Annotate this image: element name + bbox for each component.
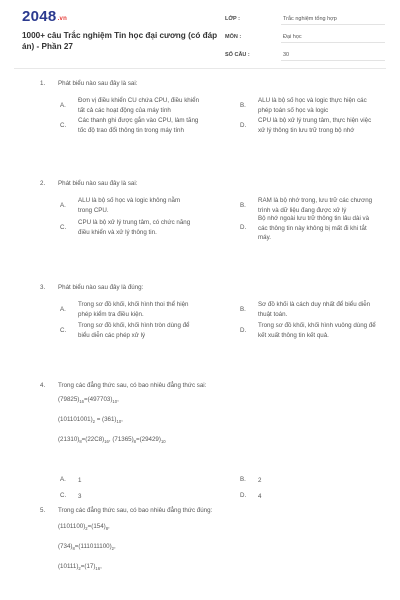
equation-term: (101101001) [58, 416, 93, 423]
equation [58, 416, 123, 424]
equation-base: 8 [105, 526, 109, 532]
option-key: B. [240, 201, 246, 209]
equation-base: 8 [79, 439, 82, 445]
site-logo[interactable]: $2048_{.vn}$ [22, 8, 68, 25]
equation-base: 8 [133, 439, 136, 445]
meta-subject-value: Đại học [283, 34, 302, 40]
answer-option-b[interactable] [240, 196, 400, 215]
header-divider [14, 68, 386, 69]
option-text [78, 218, 190, 237]
equation-term: (1101100) [58, 523, 86, 530]
equation [58, 396, 119, 404]
answer-option-b[interactable] [240, 96, 400, 115]
question-header [40, 503, 400, 519]
equation-separator: , [114, 543, 116, 550]
option-text [258, 492, 261, 502]
option-text-line: các thông tin này không bị mất đi khi tắt [258, 224, 367, 232]
option-key: C. [60, 121, 67, 129]
option-text-line: kết xuất thông tin kết quả. [258, 331, 329, 339]
question-header [40, 76, 400, 92]
meta-count-value: 30 [283, 52, 290, 58]
question-header [40, 378, 400, 394]
meta-class-row [225, 14, 385, 32]
option-key: A. [60, 201, 66, 209]
equation-base: 16 [95, 566, 101, 572]
option-key: C. [60, 326, 67, 334]
equation-term: =(29429) [135, 436, 161, 443]
page-title: 1000+ câu Trắc nghiệm Tin học đại cương (có đáp án) - Phần 27 [22, 31, 218, 51]
equation-base: 2 [78, 566, 81, 572]
option-key: A. [60, 305, 66, 313]
option-text [258, 116, 371, 135]
answer-option-d[interactable] [240, 116, 400, 135]
option-text-line: biểu diễn các phép xử lý [78, 331, 146, 339]
option-text-line: thuật toán. [258, 310, 288, 318]
quiz-meta [225, 14, 385, 68]
option-text [258, 321, 376, 340]
option-text [78, 196, 180, 215]
option-text-line: xử lý thông tin lưu trữ trong bộ nhớ [258, 126, 355, 134]
option-key: D. [240, 492, 247, 499]
equation-term: =(111011100) [74, 543, 112, 550]
option-text-line: trong CPU. [78, 206, 109, 214]
option-text-line: 4 [258, 493, 262, 500]
option-key: A. [60, 476, 66, 483]
equation [58, 563, 102, 571]
question-header [40, 176, 400, 192]
answer-option-d[interactable] [240, 492, 400, 502]
option-key: C. [60, 223, 67, 231]
equation-separator: , [117, 396, 119, 403]
option-text [258, 214, 369, 243]
question-4 [40, 378, 400, 500]
option-key: B. [240, 305, 246, 313]
equation [58, 523, 110, 531]
equation-base: 2 [85, 526, 88, 532]
option-text [78, 476, 81, 486]
question-1 [40, 76, 400, 134]
meta-line [281, 24, 385, 25]
option-text [258, 300, 370, 319]
equation-term: , (71365) [108, 436, 134, 443]
question-3 [40, 280, 400, 339]
question-number: 3. [40, 284, 46, 291]
question-number: 4. [40, 382, 46, 389]
answer-option-b[interactable] [240, 476, 400, 486]
equation-base: 16 [79, 399, 84, 405]
option-text-line: phép kiểm tra điều kiện. [78, 310, 144, 318]
question-header [40, 280, 400, 296]
equation-base: 2 [92, 419, 95, 425]
option-key: B. [240, 101, 246, 109]
question-number: 5. [40, 507, 46, 514]
equation-base: 10 [116, 419, 122, 425]
answer-option-a[interactable] [60, 476, 220, 486]
option-text-line: máy. [258, 234, 271, 241]
equation-term: (21310) [58, 436, 80, 443]
equation [58, 543, 116, 551]
equation-term: (79825) [58, 396, 80, 403]
option-text-line: Trong sơ đồ khối, khối hình vuông dùng để [258, 322, 376, 329]
option-text [78, 492, 81, 502]
option-text-line: CPU là bộ xử lý trung tâm, có chức năng [78, 219, 191, 226]
equation-term: (734) [58, 543, 73, 550]
answer-option-c[interactable] [60, 116, 220, 135]
meta-line [281, 60, 385, 61]
option-key: D. [240, 326, 247, 334]
option-text [78, 116, 198, 135]
equation-term: =(22C8) [81, 436, 105, 443]
option-text-line: ALU là bộ số học và logic thực hiện các [258, 97, 367, 104]
equation-base: 10 [112, 399, 118, 405]
question-text: Phát biểu nào sau đây là sai: [58, 180, 138, 187]
option-text-line: 3 [78, 493, 82, 500]
answer-option-d[interactable] [240, 321, 400, 340]
question-text: Phát biểu nào sau đây là đúng: [58, 284, 144, 291]
option-text-line: ALU là bộ số học và logic không nằm [78, 197, 181, 204]
option-text [258, 196, 372, 215]
meta-count-row [225, 50, 385, 68]
equation-term: (10111) [58, 563, 79, 570]
meta-subject-row [225, 32, 385, 50]
page-header [0, 0, 400, 72]
option-key: A. [60, 101, 66, 109]
equation-separator: , [108, 523, 110, 530]
option-text-line: điều khiển và xử lý thông tin. [78, 228, 157, 236]
question-text: Phát biểu nào sau đây là sai: [58, 80, 138, 87]
question-2 [40, 176, 400, 241]
meta-line [281, 42, 385, 43]
equation-term: =(497703) [84, 396, 113, 403]
option-text-line: Trong sơ đồ khối, khối hình tròn dùng để [78, 322, 190, 329]
equation-base: 2 [111, 546, 115, 552]
option-key: B. [240, 476, 246, 483]
question-number: 1. [40, 80, 46, 87]
option-text-line: 1 [78, 477, 82, 484]
option-text [78, 321, 190, 340]
answer-option-c[interactable] [60, 321, 220, 340]
option-text-line: Trong sơ đồ khối, khối hình thoi thể hiện [78, 301, 189, 308]
option-text [258, 96, 367, 115]
option-key: D. [240, 121, 247, 129]
question-number: 2. [40, 180, 46, 187]
equation-term: =(17) [80, 563, 96, 570]
equation-separator: , [121, 416, 123, 423]
answer-option-c[interactable] [60, 492, 220, 502]
answer-option-a[interactable] [60, 196, 220, 215]
option-text-line: 2 [258, 477, 262, 484]
meta-class-label: LỚP : [225, 16, 240, 22]
option-text-line: CPU là bộ xử lý trung tâm, thực hiện việc [258, 117, 372, 124]
option-text-line: Bộ nhớ ngoài lưu trữ thông tin lâu dài và [258, 215, 370, 222]
option-text-line: trình và dữ liệu đang được xử lý [258, 206, 347, 214]
option-text-line: tốc độ trao đổi thông tin trong máy tính [78, 126, 184, 134]
option-text [258, 476, 261, 486]
answer-option-d[interactable] [240, 214, 400, 243]
option-text-line: Các thanh ghi được gắn vào CPU, làm tăng [78, 117, 199, 124]
question-text: Trong các đẳng thức sau, có bao nhiêu đẳng thức sai: [58, 382, 207, 389]
equation [58, 436, 166, 444]
meta-count-label: SỐ CÂU : [225, 52, 250, 58]
question-5 [40, 503, 400, 572]
equation-separator: , [100, 563, 102, 570]
answer-option-c[interactable] [60, 218, 220, 237]
meta-subject-label: MÔN : [225, 34, 242, 40]
option-text-line: tất cả các hoạt động của máy tính [78, 106, 171, 114]
equation-term: =(154) [87, 523, 106, 530]
answer-option-b[interactable] [240, 300, 400, 319]
equation-base: 16 [104, 439, 109, 445]
option-text [78, 300, 188, 319]
option-text-line: RAM là bộ nhớ trong, lưu trữ các chương [258, 197, 373, 204]
equation-base: 8 [72, 546, 75, 552]
option-text-line: Đơn vị điều khiển CU chứa CPU, điều khiển [78, 97, 200, 104]
option-text-line: Sơ đồ khối là cách duy nhất để biểu diễn [258, 301, 371, 308]
answer-option-a[interactable] [60, 300, 220, 319]
equation-term: = (361) [94, 416, 117, 423]
question-text: Trong các đẳng thức sau, có bao nhiêu đẳng thức đúng: [58, 507, 213, 514]
option-key: C. [60, 492, 67, 499]
meta-class-value: Trắc nghiệm tổng hợp [283, 16, 337, 22]
option-key: D. [240, 224, 247, 232]
answer-option-a[interactable] [60, 96, 220, 115]
option-text [78, 96, 199, 115]
equation-base: 10 [160, 439, 166, 445]
option-text-line: phép toán số học và logic [258, 106, 329, 114]
